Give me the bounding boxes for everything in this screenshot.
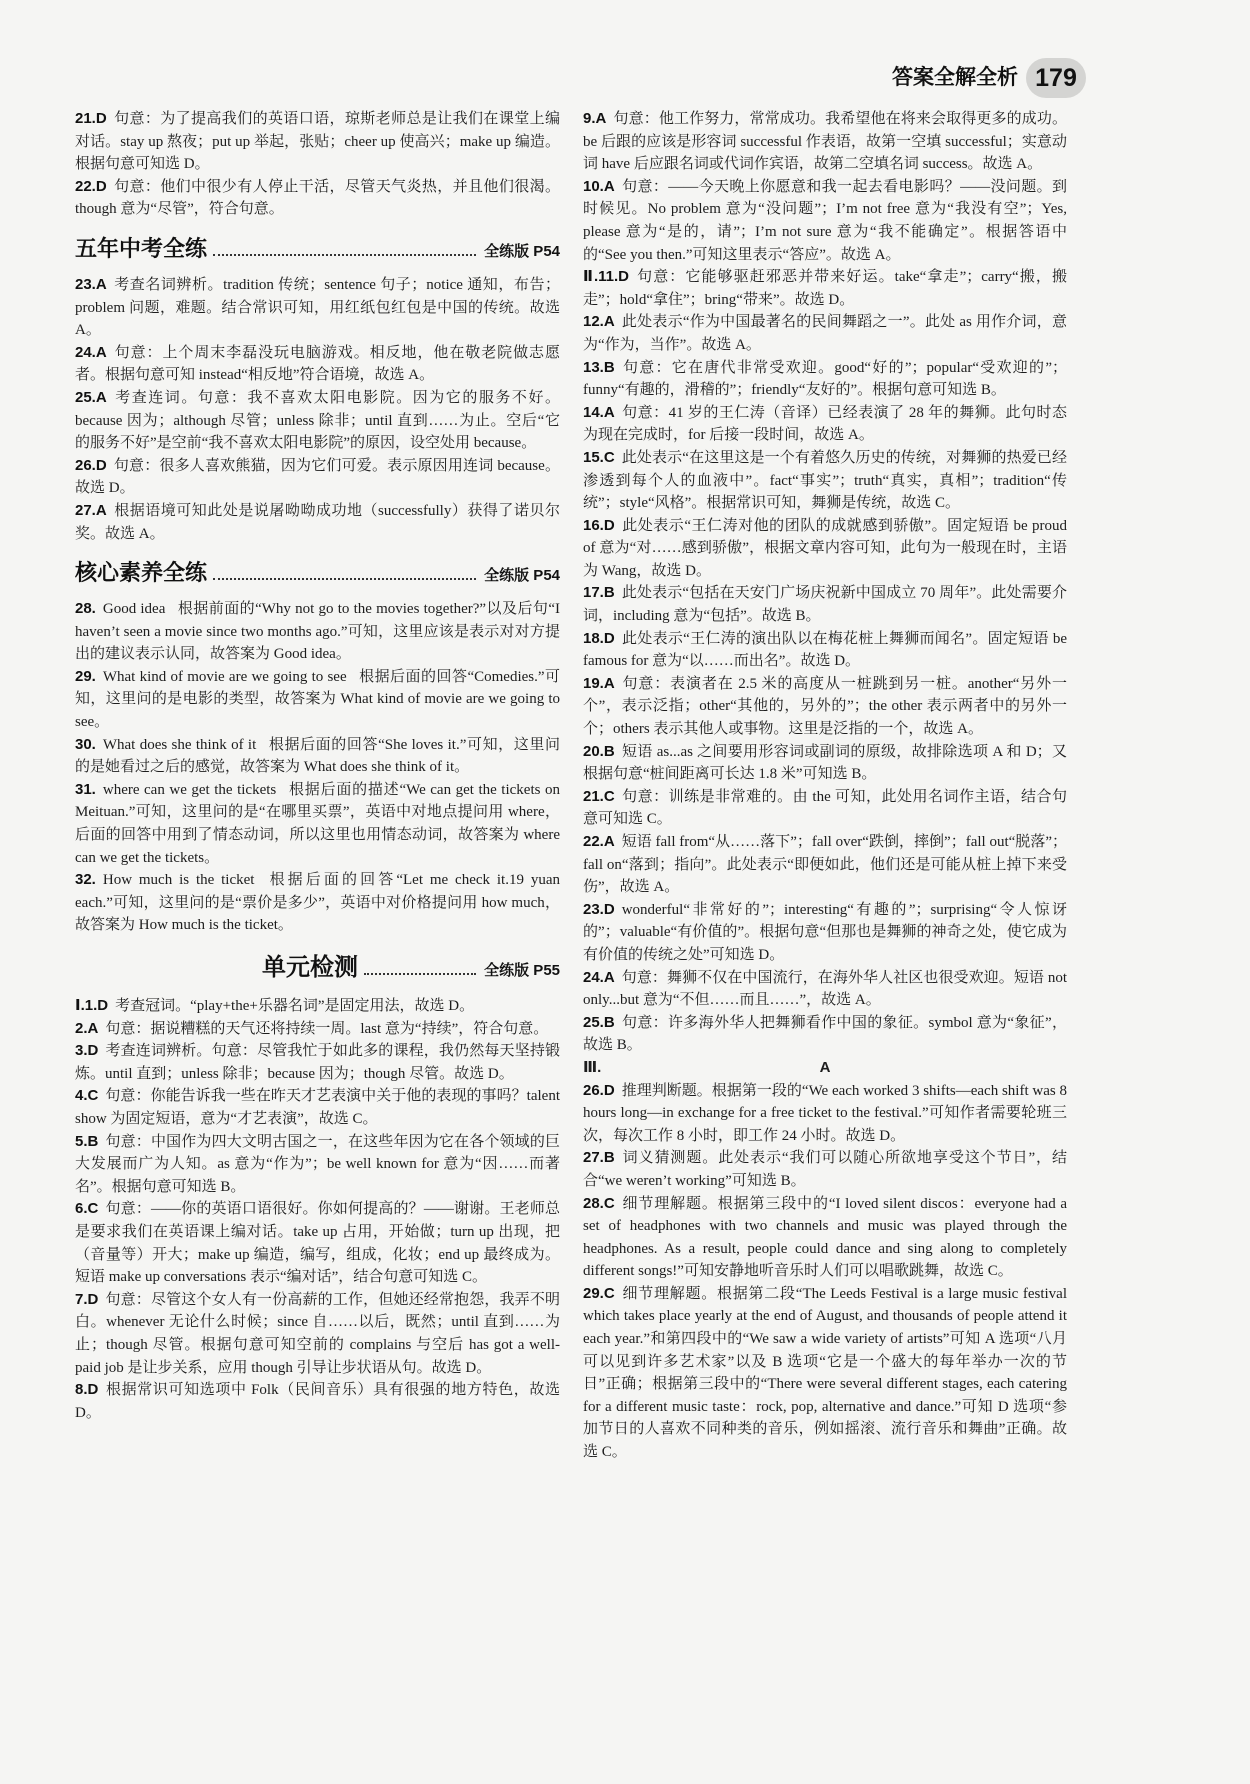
- answer-entry: [75, 108, 560, 176]
- answer-entry: [583, 1147, 1067, 1192]
- answer-entry: [75, 1289, 560, 1379]
- section-page-ref: 全练版 P55: [484, 962, 560, 979]
- answer-entry: [583, 1283, 1067, 1464]
- explanation-text: 此处表示“王仁涛对他的团队的成就感到骄傲”。固定短语 be proud of 意为“对……感到骄傲”，根据文章内容可知，此句为一般现在时，主语为 Wang，故选 D。: [583, 517, 1067, 579]
- answer-entry: [583, 628, 1067, 673]
- explanation-text: 考查连词辨析。句意：尽管我忙于如此多的课程，我仍然每天坚持锻炼。until 直到；unless 除非；because 因为；though 尽管。故选 D。: [75, 1043, 560, 1082]
- explanation-text: 句意：你能告诉我一些在昨天才艺表演中关于他的表现的事吗？talent show 为固定短语，意为“才艺表演”，故选 C。: [75, 1088, 560, 1127]
- section-page-ref: 全练版 P54: [484, 242, 560, 260]
- explanation-text: 句意：他工作努力，常常成功。我希望他在将来会取得更多的成功。be 后跟的应该是形容词 successful 作表语，故第一空填 successful；实意动词 have 后应跟名词或代词作宾语，故第二空填名词 success。故选 A。: [583, 111, 1067, 173]
- explanation-text: 此处表示“王仁涛的演出队以在梅花桩上舞狮而闻名”。固定短语 be famous for 意为“以……而出名”。故选 D。: [583, 630, 1067, 670]
- explanation-text: 根据语境可知此处是说屠呦呦成功地（successfully）获得了诺贝尔奖。故选 A。: [75, 502, 560, 542]
- answer-text: How much is the ticket: [102, 872, 255, 889]
- answer-entry: [75, 1040, 560, 1085]
- answer-entry: [583, 899, 1067, 967]
- part-heading: [583, 1057, 1067, 1080]
- explanation-text: 考查冠词。“play+the+乐器名词”是固定用法，故选 D。: [115, 998, 475, 1014]
- answer-entry: [583, 515, 1067, 583]
- answer-text: What kind of movie are we going to see: [102, 668, 347, 685]
- answer-label: 4.C: [75, 1087, 99, 1105]
- section-heading: [75, 557, 560, 587]
- answer-entry: [583, 311, 1067, 356]
- answer-label: 8.D: [75, 1381, 99, 1399]
- explanation-text: 句意：它能够驱赶邪恶并带来好运。take“拿走”；carry“搬，搬走”；hold“拿住”；bring“带来”。故选 D。: [583, 269, 1068, 308]
- explanation-text: 句意：舞狮不仅在中国流行，在海外华人社区也很受欢迎。短语 not only...but 意为“不但……而且……”，故选 A。: [583, 969, 1067, 1009]
- answer-entry: [75, 1379, 560, 1424]
- answer-entry: [583, 108, 1067, 176]
- answer-entry: [75, 342, 560, 387]
- page-number: 179: [1026, 58, 1086, 98]
- explanation-text: 细节理解题。根据第三段中的“I loved silent discos：everyone had a set of headphones with two channels and music was played through the headphones. As a result, people could dance and sing along to completely different songs!”可知安静地听音乐时人们可以唱歌跳舞，故选 C。: [583, 1195, 1067, 1280]
- answer-label: 23.A: [75, 275, 107, 293]
- answer-entry: [583, 673, 1067, 741]
- section-title: 核心素养全练: [75, 560, 208, 586]
- answer-entry: [583, 1012, 1067, 1057]
- explanation-text: 短语 fall from“从……落下”；fall over“跌倒，摔倒”；fall out“脱落”；fall on“落到；指向”。此处表示“即便如此，他们还是可能从桩上掉下来受伤”，故选 A。: [583, 834, 1067, 896]
- explanation-text: 根据后面的回答“Comedies.”可知，这里问的是电影的类型，故答案为 What kind of movie are we going to see。: [75, 668, 560, 731]
- answer-entry: [75, 274, 560, 342]
- answer-label: 15.C: [583, 448, 615, 466]
- explanation-text: 考查名词辨析。tradition 传统；sentence 句子；notice 通知，布告；problem 问题，难题。结合常识可知，用红纸包红包是中国的传统。故选 A。: [75, 276, 560, 339]
- answer-label: 28.C: [583, 1194, 615, 1212]
- answer-label: 5.B: [75, 1132, 99, 1150]
- passage-letter: A: [819, 1058, 831, 1076]
- part-label: Ⅲ.: [583, 1058, 602, 1076]
- answer-entry: [583, 741, 1067, 786]
- answer-label: 22.D: [75, 177, 107, 195]
- answer-entry: [583, 357, 1067, 402]
- explanation-text: 句意：它在唐代非常受欢迎。good“好的”；popular“受欢迎的”；funny“有趣的，滑稽的”；friendly“友好的”。根据句意可知选 B。: [583, 359, 1067, 399]
- explanation-text: 句意：为了提高我们的英语口语，琼斯老师总是让我们在课堂上编对话。stay up 熬夜；put up 举起，张贴；cheer up 使高兴；make up 编造。根据句意可知选 D。: [75, 111, 560, 173]
- answer-entry: [583, 582, 1067, 627]
- answer-label: 13.B: [583, 358, 615, 376]
- answer-entry: [583, 176, 1067, 266]
- answer-label: 6.C: [75, 1200, 99, 1218]
- answer-label: Ⅰ.1.D: [75, 997, 109, 1014]
- answer-entry: [75, 734, 560, 779]
- answer-label: 12.A: [583, 313, 615, 331]
- answer-entry: [75, 869, 560, 937]
- answer-entry: [75, 1131, 560, 1199]
- explanation-text: 句意：——今天晚上你愿意和我一起去看电影吗？——没问题。到时候见。No problem 意为“没问题”；I’m not free 意为“我没有空”；Yes, please 意为“是的，请”；I’m not sure 意为“我不能确定”。根据答语中的“See you then.”可知这里表示“答应”。故选 A。: [583, 178, 1067, 263]
- answer-entry: [75, 1018, 560, 1041]
- answer-entry: [583, 266, 1067, 311]
- explanation-text: 词义猜测题。此处表示“我们可以随心所欲地享受这个节日”，结合“we weren’t working”可知选 B。: [583, 1150, 1067, 1189]
- explanation-text: 句意：——你的英语口语很好。你如何提高的？——谢谢。王老师总是要求我们在英语课上编对话。take up 占用，开始做；turn up 出现，把（音量等）开大；make up 编造，编写，组成，化妆；end up 最终成为。短语 make up conversations 表示“编对话”，结合句意可知选 C。: [75, 1201, 560, 1286]
- answer-text: where can we get the tickets: [102, 781, 277, 798]
- answer-label: 29.: [75, 667, 96, 685]
- answer-entry: [583, 402, 1067, 447]
- section-title: 单元检测: [262, 954, 358, 981]
- dotted-leader: [213, 578, 476, 580]
- answer-label: 14.A: [583, 403, 615, 421]
- answer-label: 23.D: [583, 900, 615, 918]
- explanation-text: 句意：许多海外华人把舞狮看作中国的象征。symbol 意为“象征”，故选 B。: [583, 1014, 1067, 1054]
- answer-label: 3.D: [75, 1042, 99, 1060]
- answer-label: 17.B: [583, 584, 615, 602]
- answer-label: 31.: [75, 780, 96, 798]
- answer-label: 26.D: [75, 456, 107, 474]
- answer-label: 28.: [75, 600, 96, 618]
- answer-entry: [583, 447, 1067, 515]
- book-section-title: 答案全解全析: [892, 66, 1018, 89]
- explanation-text: 根据后面的回答“She loves it.”可知，这里问的是她看过之后的感觉，故答案为 What does she think of it。: [75, 736, 560, 776]
- answer-label: 21.D: [75, 110, 107, 127]
- left-column: [75, 108, 560, 1424]
- explanation-text: 根据后面的描述“We can get the tickets on Meituan.”可知，这里问的是“在哪里买票”，英语中对地点提问用 where，后面的回答中用到了情态动词，所以这里也用情态动词，故答案为 where can we get the tickets。: [75, 781, 560, 866]
- answer-label: 7.D: [75, 1290, 99, 1308]
- answer-label: 27.A: [75, 501, 107, 519]
- answer-entry: [583, 1080, 1067, 1148]
- answer-entry: [583, 1193, 1067, 1283]
- section-page-ref: 全练版 P54: [484, 567, 560, 585]
- answer-label: 19.A: [583, 674, 615, 692]
- dotted-leader: [213, 254, 476, 256]
- answer-label: 10.A: [583, 177, 615, 195]
- answer-entry: [583, 967, 1067, 1012]
- answer-entry: [75, 1198, 560, 1288]
- explanation-text: 根据前面的“Why not go to the movies together?”以及后句“I haven’t seen a movie since two months ago.”可知，这里应该是表示对对方提出的建议表示认同，故答案为 Good idea。: [75, 601, 560, 663]
- section-title: 五年中考全练: [75, 235, 208, 261]
- answer-entry: [75, 779, 560, 869]
- explanation-text: 此处表示“作为中国最著名的民间舞蹈之一”。此处 as 用作介词，意为“作为，当作”。故选 A。: [583, 314, 1067, 353]
- explanation-text: 句意：很多人喜欢熊猫，因为它们可爱。表示原因用连词 because。故选 D。: [75, 457, 560, 497]
- answer-label: 18.D: [583, 629, 615, 647]
- answer-entry: [75, 1085, 560, 1130]
- answer-entry: [583, 831, 1067, 899]
- explanation-text: 句意：41 岁的王仁涛（音译）已经表演了 28 年的舞狮。此句时态为现在完成时，for 后接一段时间，故选 A。: [583, 404, 1067, 444]
- answer-entry: [75, 598, 560, 666]
- answer-text: Good idea: [102, 601, 166, 618]
- answer-label: 24.A: [583, 968, 615, 986]
- explanation-text: 句意：表演者在 2.5 米的高度从一桩跳到另一桩。another“另外一个”，表示泛指；other“其他的，另外的”；the other 表示两者中的另外一个；others 表示其他人或事物。这里是泛指的一个，故选 A。: [583, 675, 1067, 738]
- explanation-text: 句意：上个周末李磊没玩电脑游戏。相反地，他在敬老院做志愿者。根据句意可知 instead“相反地”符合语境，故选 A。: [75, 344, 560, 384]
- dotted-leader: [364, 973, 476, 975]
- explanation-text: 此处表示“包括在天安门广场庆祝新中国成立 70 周年”。此处需要介词，including 意为“包括”。故选 B。: [583, 585, 1067, 625]
- answer-label: 16.D: [583, 516, 615, 534]
- explanation-text: 推理判断题。根据第一段的“We each worked 3 shifts—each shift was 8 hours long—in exchange for a free ticket to the festival.”可知作者需要轮班三次，每次工作 8 小时，即工作 24 小时。故选 D。: [583, 1082, 1067, 1144]
- right-column: [583, 108, 1067, 1464]
- answer-label: 30.: [75, 735, 96, 753]
- explanation-text: 句意：他们中很少有人停止干活，尽管天气炎热，并且他们很渴。though 意为“尽管”，符合句意。: [75, 178, 560, 218]
- answer-entry: [75, 666, 560, 734]
- explanation-text: 句意：尽管这个女人有一份高薪的工作，但她还经常抱怨，我弄不明白。whenever 无论什么时候；since 自……以后，既然；until 直到……为止；though 尽管。根据句意可知空前的 complains 与空后 has got a well-paid job 是让步关系，应用 though 引导让步状语从句。故选 D。: [75, 1291, 560, 1376]
- answer-label: 25.B: [583, 1013, 615, 1031]
- answer-entry: [75, 176, 560, 221]
- answer-entry: [583, 786, 1067, 831]
- explanation-text: 根据常识可知选项中 Folk（民间音乐）具有很强的地方特色，故选 D。: [75, 1382, 560, 1421]
- answer-label: 26.D: [583, 1081, 615, 1099]
- answer-label: 21.C: [583, 787, 615, 805]
- explanation-text: 短语 as...as 之间要用形容词或副词的原级，故排除选项 A 和 D；又根据句意“桩间距离可长达 1.8 米”可知选 B。: [583, 743, 1067, 783]
- answer-label: 22.A: [583, 833, 615, 850]
- answer-label: 24.A: [75, 343, 107, 361]
- explanation-text: 句意：据说糟糕的天气还将持续一周。last 意为“持续”，符合句意。: [105, 1020, 549, 1037]
- explanation-text: 根据后面的回答“Let me check it.19 yuan each.”可知，这里问的是“票价是多少”，英语中对价格提问用 how much，故答案为 How much is the ticket。: [75, 872, 560, 934]
- answer-entry: [75, 995, 560, 1018]
- section-heading: [75, 952, 560, 982]
- explanation-text: 细节理解题。根据第二段“The Leeds Festival is a large music festival which takes place yearly at the end of August, and thousands of people attend it each year.”和第四段中的“We saw a wide variety of artists”可知 A 选项“八月可以见到许多艺术家”以及 B 选项“它是一个盛大的每年举办一次的节日”正确；根据第三段中的“There were several different stages, each catering for a different music taste：rock, pop, alternative and dance.”可知 D 选项“参加节日的人喜欢不同种类的音乐，例如摇滚、流行音乐和舞曲”正确。故选 C。: [583, 1285, 1067, 1461]
- answer-label: 20.B: [583, 742, 615, 760]
- answer-entry: [75, 455, 560, 500]
- explanation-text: wonderful“非常好的”；interesting“有趣的”；surprising“令人惊讶的”；valuable“有价值的”。根据句意“但那也是舞狮的神奇之处，使它成为有价值的传统之处”可知选 D。: [583, 901, 1067, 963]
- answer-entry: [75, 500, 560, 545]
- answer-label: 9.A: [583, 110, 607, 127]
- answer-text: What does she think of it: [102, 736, 257, 753]
- explanation-text: 句意：中国作为四大文明古国之一，在这些年因为它在各个领域的巨大发展而广为人知。as 意为“作为”；be well known for 意为“因……而著名”。根据句意可知选 B。: [75, 1133, 560, 1195]
- answer-label: 27.B: [583, 1149, 615, 1167]
- answer-entry: [75, 387, 560, 455]
- explanation-text: 此处表示“在这里这是一个有着悠久历史的传统，对舞狮的热爱已经渗透到每个人的血液中”。fact“事实”；truth“真实，真相”；tradition“传统”；style“风格”。根据常识可知，舞狮是传统，故选 C。: [583, 449, 1067, 512]
- answer-label: 2.A: [75, 1019, 99, 1037]
- answer-label: Ⅱ.11.D: [583, 268, 630, 286]
- answer-label: 29.C: [583, 1284, 615, 1302]
- section-heading: [75, 233, 560, 263]
- answer-label: 32.: [75, 871, 96, 889]
- answer-label: 25.A: [75, 388, 107, 406]
- explanation-text: 句意：训练是非常难的。由 the 可知，此处用名词作主语，结合句意可知选 C。: [583, 788, 1067, 828]
- explanation-text: 考查连词。句意：我不喜欢太阳电影院。因为它的服务不好。because 因为；although 尽管；unless 除非；until 直到……为止。空后“它的服务不好”是空前“我不喜欢太阳电影院”的原因，设空处用 because。: [75, 389, 560, 452]
